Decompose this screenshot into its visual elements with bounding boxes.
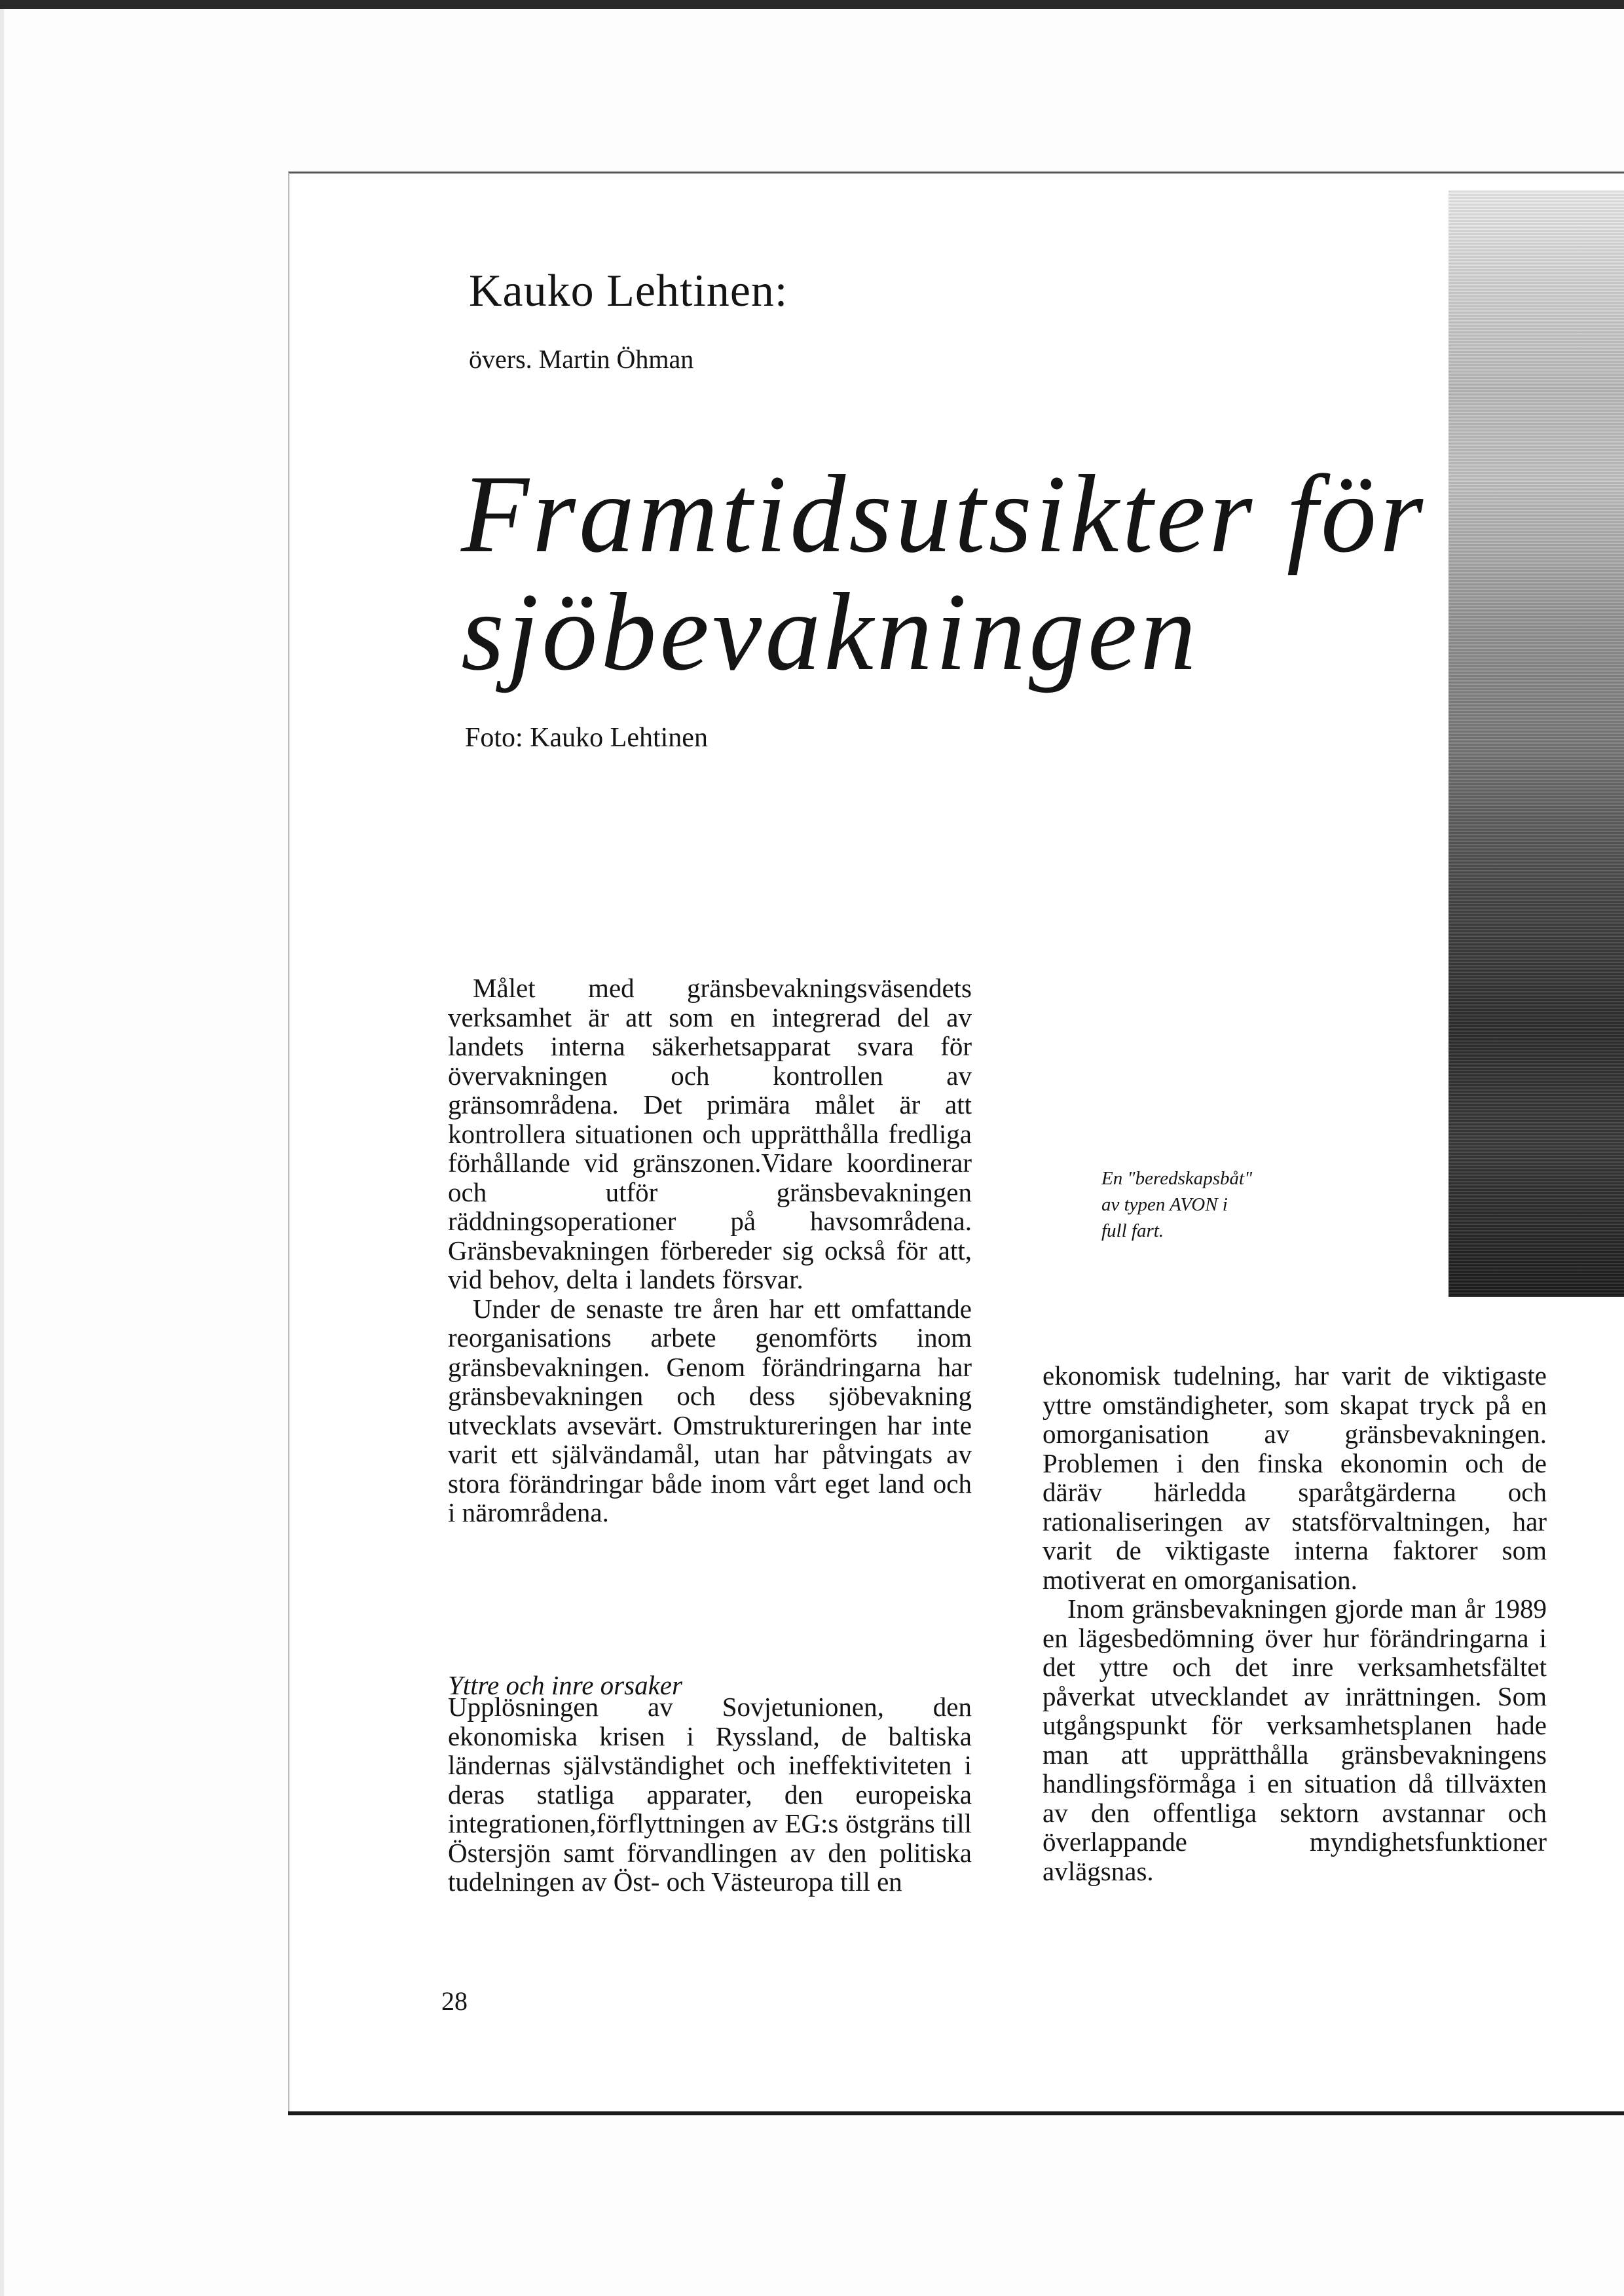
photo-credit: Foto: Kauko Lehtinen — [465, 723, 708, 753]
paragraph: Målet med gränsbevakningsväsendets verksamhet är att som en integrerad del av landets interna säkerhetsapparat svara för övervakningen och kontrollen av gränsområdena. Det primära målet är att kontrollera situationen och upprätthålla fredliga förhållande vid gränszonen.Vidare koordinerar och utför gränsbevakningen räddningsoperationer på havsområdena. Gränsbevakningen förbereder sig också för att, vid behov, delta i landets försvar. — [448, 973, 972, 1294]
paragraph: Under de senaste tre åren har ett omfattande reorganisations arbete genomförts inom gränsbevakningen. Genom förändringarna har gränsbevakningen och dess sjöbevakning utvecklats avsevärt. Omstruktureringen har inte varit ett självändamål, utan har påtvingats av stora förändringar både inom vårt eget land och i närområdena. — [448, 1293, 972, 1527]
page-number: 28 — [441, 1986, 468, 2016]
section-subheading: Yttre och inre orsaker — [448, 1670, 682, 1700]
article-title: Framtidsutsikter för sjöbevakningen — [461, 452, 1427, 693]
caption-line: full fart. — [1101, 1220, 1164, 1241]
caption-line: En "beredskapsbåt" — [1101, 1168, 1253, 1189]
scan-top-edge — [0, 0, 1624, 9]
sea-photo — [1449, 191, 1624, 1297]
paragraph: Upplösningen av Sovjetunionen, den ekonomiska krisen i Ryssland, de baltiska ländernas självständighet och ineffektiviteten i deras statliga apparater, den europeiska integrationen,förflyttningen av EG:s östgräns till Östersjön samt förvandlingen av den politiska tudelningen av Öst- och Västeuropa till en — [448, 1692, 972, 1897]
photo-caption — [1101, 1165, 1337, 1244]
paragraph: ekonomisk tudelning, har varit de viktigaste yttre omständigheter, som skapat tryck på en omorganisation av gränsbevakningen. Problemen i den finska ekonomin och de däräv härledda sparåtgärderna och rationaliseringen av statsförvaltningen, har varit de viktigaste interna faktorer som motiverat en omorganisation. — [1043, 1360, 1547, 1595]
text-column-left — [448, 974, 972, 1527]
translator-credit: övers. Martin Öhman — [469, 344, 694, 374]
text-column-left-lower — [448, 1692, 972, 1897]
author-name: Kauko Lehtinen: — [469, 266, 788, 316]
paragraph: Inom gränsbevakningen gjorde man år 1989 en lägesbedömning över hur förändringarna i det yttre och det inre verksamhetsfältet påverkat utvecklandet av inrättningen. Som utgångspunkt för verksamhetsplanen hade man att upprätthålla gränsbevakningens handlingsförmåga i en situation då tillväxten av den offentliga sektorn avstannar och överlappande myndighetsfunktioner avlägsnas. — [1043, 1594, 1547, 1886]
caption-line: av typen AVON i — [1101, 1194, 1228, 1215]
scan-left-edge — [0, 9, 4, 2296]
magazine-page — [288, 172, 1624, 2111]
text-column-right — [1043, 1361, 1547, 1886]
